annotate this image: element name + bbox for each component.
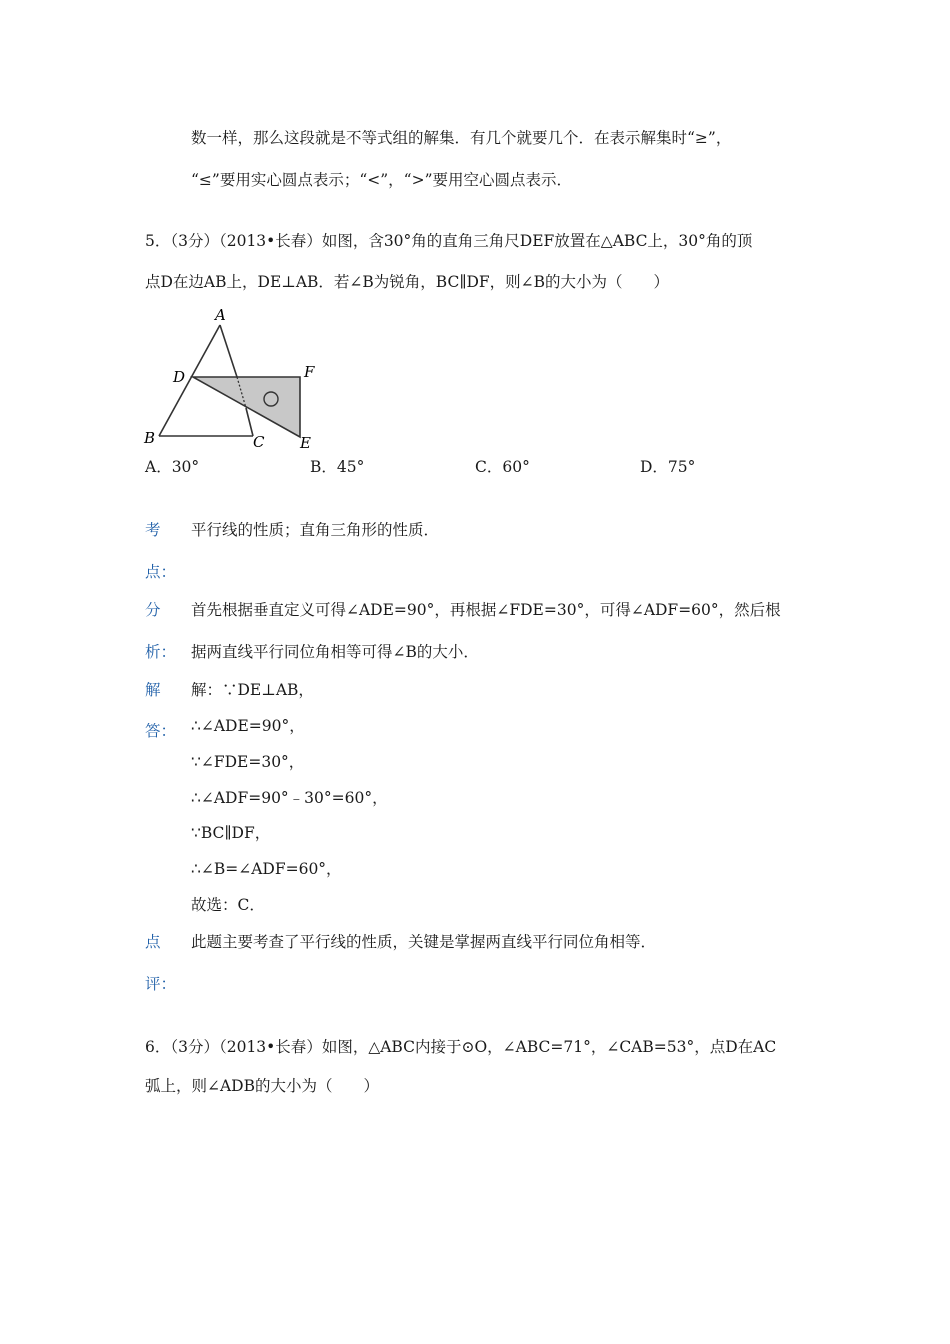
jieda-line-6: ∴∠B=∠ADF=60°， [191, 860, 342, 878]
fenxi-label-2: 析： [145, 643, 177, 661]
q5-stem-line-2: 点D在边AB上，DE⊥AB．若∠B为锐角，BC∥DF，则∠B的大小为（ ） [145, 273, 670, 291]
jieda-line-1: 解：∵DE⊥AB， [191, 681, 314, 699]
kaodian-text: 平行线的性质；直角三角形的性质． [191, 521, 440, 539]
label-b: B [144, 429, 156, 447]
label-f: F [304, 363, 315, 381]
label-d: D [173, 368, 186, 386]
q5-stem-line-1: 5．（3分）（2013•长春）如图，含30°角的直角三角尺DEF放置在△ABC上，30°角的顶 [145, 232, 753, 250]
fenxi-label-1: 分 [145, 601, 161, 619]
q5-option-c: C．60° [475, 458, 530, 476]
jieda-label-1: 解 [145, 681, 161, 699]
q5-option-a: A．30° [145, 458, 200, 476]
jieda-line-2: ∴∠ADE=90°， [191, 717, 305, 735]
jieda-line-7: 故选：C． [191, 896, 265, 914]
q6-stem-line-1: 6．（3分）（2013•长春）如图，△ABC内接于⊙O，∠ABC=71°，∠CAB=53°，点D在AC [145, 1038, 777, 1056]
q5-option-d: D．75° [640, 458, 696, 476]
fenxi-line-2: 据两直线平行同位角相等可得∠B的大小． [191, 643, 479, 661]
triangle-def [193, 377, 300, 437]
dianping-label-2: 评： [145, 975, 177, 993]
jieda-line-4: ∴∠ADF=90°﹣30°=60°， [191, 789, 388, 807]
label-c: C [253, 433, 265, 451]
kaodian-label-1: 考 [145, 521, 161, 539]
label-a: A [215, 306, 226, 324]
jieda-line-3: ∵∠FDE=30°， [191, 753, 305, 771]
label-e: E [300, 434, 311, 452]
side-ac-lower [246, 408, 253, 436]
jieda-label-2: 答： [145, 722, 177, 740]
q5-figure [140, 305, 330, 455]
kaodian-label-2: 点： [145, 563, 177, 581]
intro-line-1: 数一样，那么这段就是不等式组的解集．有几个就要几个．在表示解集时“≥”， [191, 129, 732, 147]
side-ac-upper [220, 325, 237, 377]
intro-line-2: “≤”要用实心圆点表示；“<”，“>”要用空心圆点表示． [191, 171, 573, 189]
jieda-line-5: ∵BC∥DF， [191, 824, 271, 842]
q5-option-b: B．45° [310, 458, 365, 476]
dianping-label-1: 点 [145, 933, 161, 951]
fenxi-line-1: 首先根据垂直定义可得∠ADE=90°，再根据∠FDE=30°，可得∠ADF=60°，然后根 [191, 601, 781, 619]
q6-stem-line-2: 弧上，则∠ADB的大小为（ ） [145, 1077, 379, 1095]
dianping-text: 此题主要考查了平行线的性质，关键是掌握两直线平行同位角相等． [191, 933, 657, 951]
